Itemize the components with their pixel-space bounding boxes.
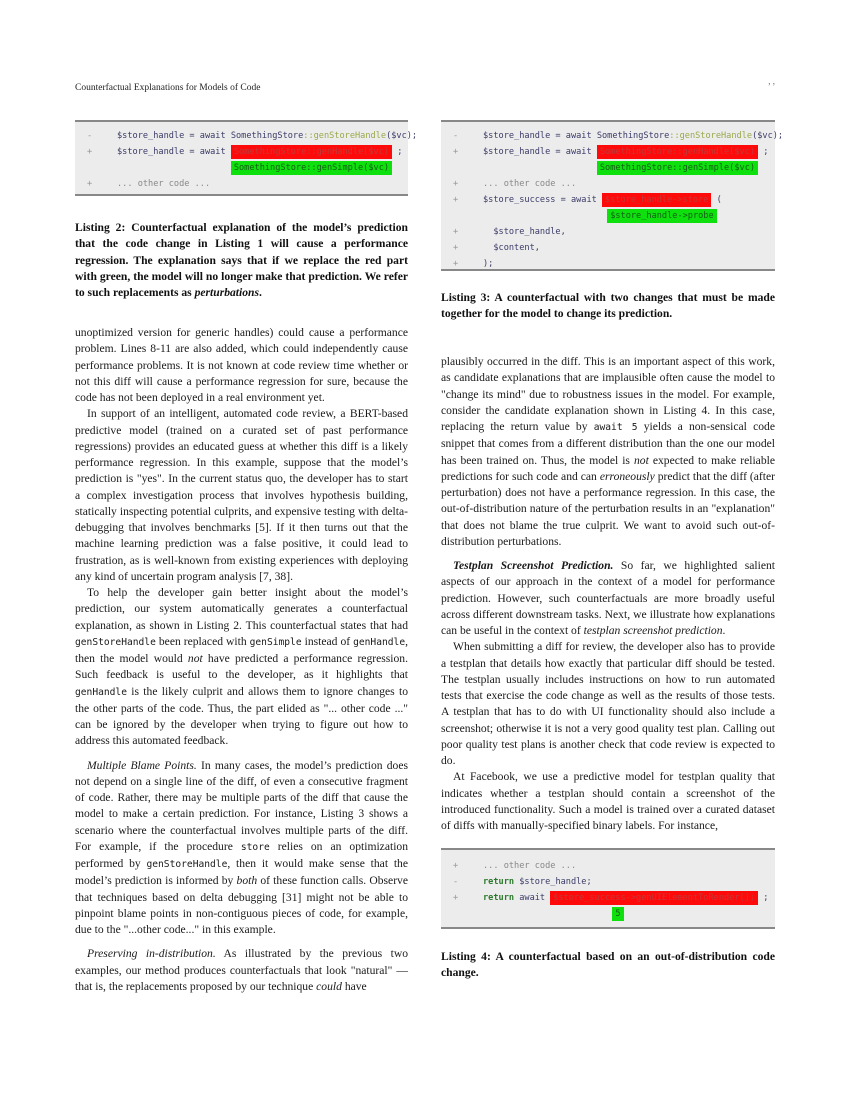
code-line [441, 874, 775, 890]
listing-3-caption [441, 290, 775, 323]
text-run: In many cases, the model’s prediction does not depend on a single line of the diff, of even a consecutive fragment of code. Rather, there may be multiple parts of the diff that cause the model to make a certain prediction. For instance, Listing 3 shows a scenario where the counterfactual involves multiple parts of the diff. For example, if the procedure [75, 758, 408, 853]
code-body [117, 144, 402, 160]
text-run: predict that the diff (after perturbation) does not have a performance regression. In this case, the out-of-distribution nature of the perturbation results in an "explanation" that does not blame the true culprit. We want to avoid such out-of-distribution perturbations. [441, 469, 775, 548]
inline-code: genSimple [249, 636, 302, 648]
code-text: $store_handle = await SomethingStore [117, 131, 304, 141]
text-run: relies on an optimization performed by [75, 839, 409, 870]
code-body [483, 874, 592, 890]
code-line [441, 192, 775, 208]
code-ellipsis: ... other code ... [483, 179, 577, 189]
paragraph [441, 354, 775, 550]
code-line [441, 224, 775, 240]
diff-marker: + [453, 227, 459, 237]
code-text: ($vc); [752, 131, 784, 141]
code-body [483, 256, 493, 272]
code-line [441, 240, 775, 256]
diff-marker: + [453, 259, 459, 269]
replacement-highlight: SomethingStore::genSimple($vc) [597, 161, 758, 175]
diff-marker: + [453, 893, 459, 903]
code-body [483, 858, 576, 874]
removed-highlight: SomethingStore::genHandle($vc) [597, 145, 758, 159]
paragraph [441, 769, 775, 834]
replacement-highlight: 5 [612, 907, 623, 921]
code-ellipsis: ... other code ... [483, 861, 577, 871]
code-keyword: return [483, 877, 515, 887]
diff-marker: + [453, 243, 459, 253]
text-run: As illustrated by the previous two examples, our method produces counterfactuals that look "natural" — that is, the replacements proposed by our technique [75, 947, 409, 993]
code-text: $store_handle = await [117, 147, 231, 157]
code-line [75, 160, 408, 176]
text-run: At Facebook, we use a predictive model for testplan quality that indicates whether a testplan should contain a screenshot of the introduced functionality. Such a model is trained over a curated dataset of diffs with manually-specified binary labels. For instance, [441, 770, 775, 832]
italic-run: not [187, 652, 203, 665]
diff-marker: + [453, 195, 459, 205]
text-run: have predicted a performance regression. Such feedback is useful to the developer, as it highlights that [75, 652, 408, 682]
code-body [483, 890, 768, 906]
code-text: ( [711, 195, 722, 205]
code-keyword: return [483, 893, 515, 903]
text-run: instead of [301, 634, 354, 648]
code-body [483, 906, 624, 922]
code-body [483, 240, 540, 256]
replacement-highlight: SomethingStore::genSimple($vc) [231, 161, 392, 175]
code-text [117, 163, 231, 173]
code-text: await [514, 893, 551, 903]
listing-3-code [441, 120, 784, 271]
inline-code: genHandle [353, 636, 406, 648]
code-text: $store_success = await [483, 195, 602, 205]
text-run: been replaced with [155, 634, 250, 648]
inline-code: genHandle [75, 686, 127, 698]
right-column-body [441, 354, 775, 834]
code-text: $store_handle, [483, 227, 566, 237]
inline-code: genStoreHandle [75, 636, 156, 648]
text-run: yields a non-sensical code snippet that comes from a different distribution than the one our model has been trained on. Thus, the model is [441, 420, 775, 467]
code-text: ); [483, 259, 494, 269]
code-function-name: ::genStoreHandle [669, 131, 753, 141]
text-run: have [341, 979, 367, 993]
code-line [75, 128, 418, 144]
listing-2-code [75, 120, 418, 196]
italic-run: perturbations [194, 286, 260, 300]
code-line [441, 906, 775, 922]
diff-marker: - [87, 131, 93, 141]
code-line [441, 176, 775, 192]
code-line [441, 128, 784, 144]
code-line [441, 208, 775, 224]
code-line [441, 858, 775, 874]
italic-run: Multiple Blame Points. [87, 758, 197, 772]
code-body [483, 128, 783, 144]
text-run: , then the model would [75, 634, 408, 665]
code-line [75, 144, 408, 160]
diff-marker: + [453, 147, 459, 157]
italic-run: not [633, 453, 649, 467]
paragraph [441, 639, 775, 769]
removed-highlight: SomethingStore::genHandle($vc) [231, 145, 392, 159]
code-text: ($vc); [386, 131, 418, 141]
italic-run: testplan screenshot prediction [583, 624, 723, 637]
text-run: In support of an intelligent, automated code review, a BERT-based predictive model (trained on a curated set of past performance regressions) provides an educated guess at whether this diff is a likely performance regression. In this example, suppose that the model’s prediction is "yes". In the current status quo, the developer has to start a complex investigation process that involves hypothesis building, statically inspecting potential culprits, and expensive testing with delta-debugging that involves benchmarks [5]. If it then turns out that the machine learning prediction was a false positive, it could lead to frustration, as is well-known from existing experiences with deploying any kind of uncertain program analysis [7, 38]. [75, 407, 408, 583]
listing-4-caption [441, 949, 775, 982]
code-text: $store_handle; [514, 877, 592, 887]
code-body [117, 176, 210, 192]
text-run: expected to make reliable predictions for such code and can [441, 453, 775, 483]
paragraph [75, 585, 408, 750]
diff-marker: + [87, 147, 93, 157]
code-body [483, 208, 717, 224]
listing-4-code [441, 848, 775, 929]
text-run: plausibly occurred in the diff. This is an important aspect of this work, as candidate explanations that are implausible often cause the model to "change its mind" due to robustness issues in the model. For example, consider the candidate explanation shown in Listing 4. In this case, replacing the return value by [441, 355, 775, 433]
removed-highlight: $store_success->genUIElementToRender(); [550, 891, 758, 905]
code-text: $content, [483, 243, 540, 253]
inline-code: genStoreHandle [146, 859, 228, 870]
text-run: unoptimized version for generic handles) could cause a performance problem. Lines 8-11 are also added, which could independently cause performance problems. It is not known at code review time whether or not this diff will cause a performance regression for sure, because the code has not been deployed in a real environment yet. [75, 326, 408, 404]
code-line [75, 176, 408, 192]
text-run: To help the developer gain better insight about the model’s prediction, our system automatically generates a counterfactual explanation, as shown in Listing 2. This counterfactual states that had [75, 586, 408, 632]
paragraph [441, 558, 775, 639]
replacement-highlight: $store_handle->probe [607, 209, 716, 223]
code-text: $store_handle = await SomethingStore [483, 131, 670, 141]
paragraph [75, 946, 408, 995]
text-run: When submitting a diff for review, the developer also has to provide a testplan that details how exactly that particular diff should be tested. The testplan usually includes instructions on how to run automated tests that exercise the code change as well as the results of those tests. A testplan that has to do with UI functionality should also include a screenshot; otherwise it is not a very good quality test plan. Calling out poor quality test plans is another check that code review is expected to do. [441, 640, 775, 767]
running-title: Counterfactual Explanations for Models of Code [75, 83, 261, 93]
code-body [483, 160, 758, 176]
italic-run: erroneously [599, 469, 655, 483]
code-text: ; [758, 893, 769, 903]
paragraph [75, 325, 408, 406]
code-text [483, 909, 612, 919]
text-run: Listing 3: A counterfactual with two changes that must be made together for the model to change its prediction. [441, 291, 775, 321]
code-text: ; [758, 147, 769, 157]
code-body [117, 160, 392, 176]
code-body [483, 176, 576, 192]
inline-code: await 5 [593, 422, 638, 433]
code-line [441, 144, 775, 160]
code-text: $store_handle = await [483, 147, 597, 157]
code-body [117, 128, 417, 144]
code-body [483, 192, 722, 208]
text-run: . [722, 624, 726, 637]
text-run: is the likely culprit and allows them to ignore changes to the other parts of the code. Thus, the part elided as "... other code ..." can be ignored by the developer when trying to figure out how to address this automated feedback. [75, 684, 408, 748]
code-ellipsis: ... other code ... [117, 179, 211, 189]
removed-highlight: $store_handle->store [602, 193, 711, 207]
code-line [441, 890, 775, 906]
text-run: of these function calls. Observe that techniques based on delta debugging [31] might not be able to pinpoint blame points in non-contiguous pieces of code, for example, due to the "...other code..." in this example. [75, 874, 408, 936]
text-run: Listing 2: Counterfactual explanation of the model’s prediction that the code change in Listing 1 will cause a performance regression. The explanation says that if we replace the red part with green, the model will no longer make that prediction. We refer to such replacements as [75, 221, 408, 300]
code-text [483, 163, 597, 173]
code-line [441, 160, 775, 176]
code-line [441, 256, 775, 272]
code-body [483, 144, 768, 160]
paragraph [75, 406, 408, 585]
diff-marker: + [87, 179, 93, 189]
left-column-body [75, 325, 408, 995]
text-run: Listing 4: A counterfactual based on an out-of-distribution code change. [441, 950, 775, 980]
code-text [483, 211, 607, 221]
page-mark: , , [768, 76, 775, 86]
italic-run: both [236, 874, 258, 888]
text-run: So far, we highlighted salient aspects of our approach in the context of a model for performance prediction. However, such counterfactuals are more broadly useful across different downstream tasks. Next, we illustrate how explanations can be useful in the context of [441, 559, 775, 637]
italic-run: could [316, 979, 342, 993]
code-text: ; [392, 147, 403, 157]
diff-marker: + [453, 861, 459, 871]
diff-marker: + [453, 179, 459, 189]
text-run: . [259, 286, 262, 300]
bold-italic-run: Testplan Screenshot Prediction. [453, 559, 614, 572]
text-run: , then it would make sense that the model’s prediction is informed by [75, 857, 408, 888]
paragraph [75, 758, 408, 939]
diff-marker: - [453, 877, 459, 887]
italic-run: Preserving in-distribution. [87, 947, 216, 961]
inline-code: store [240, 841, 270, 853]
code-body [483, 224, 566, 240]
diff-marker: - [453, 131, 459, 141]
listing-2-caption [75, 220, 408, 301]
code-function-name: ::genStoreHandle [303, 131, 387, 141]
